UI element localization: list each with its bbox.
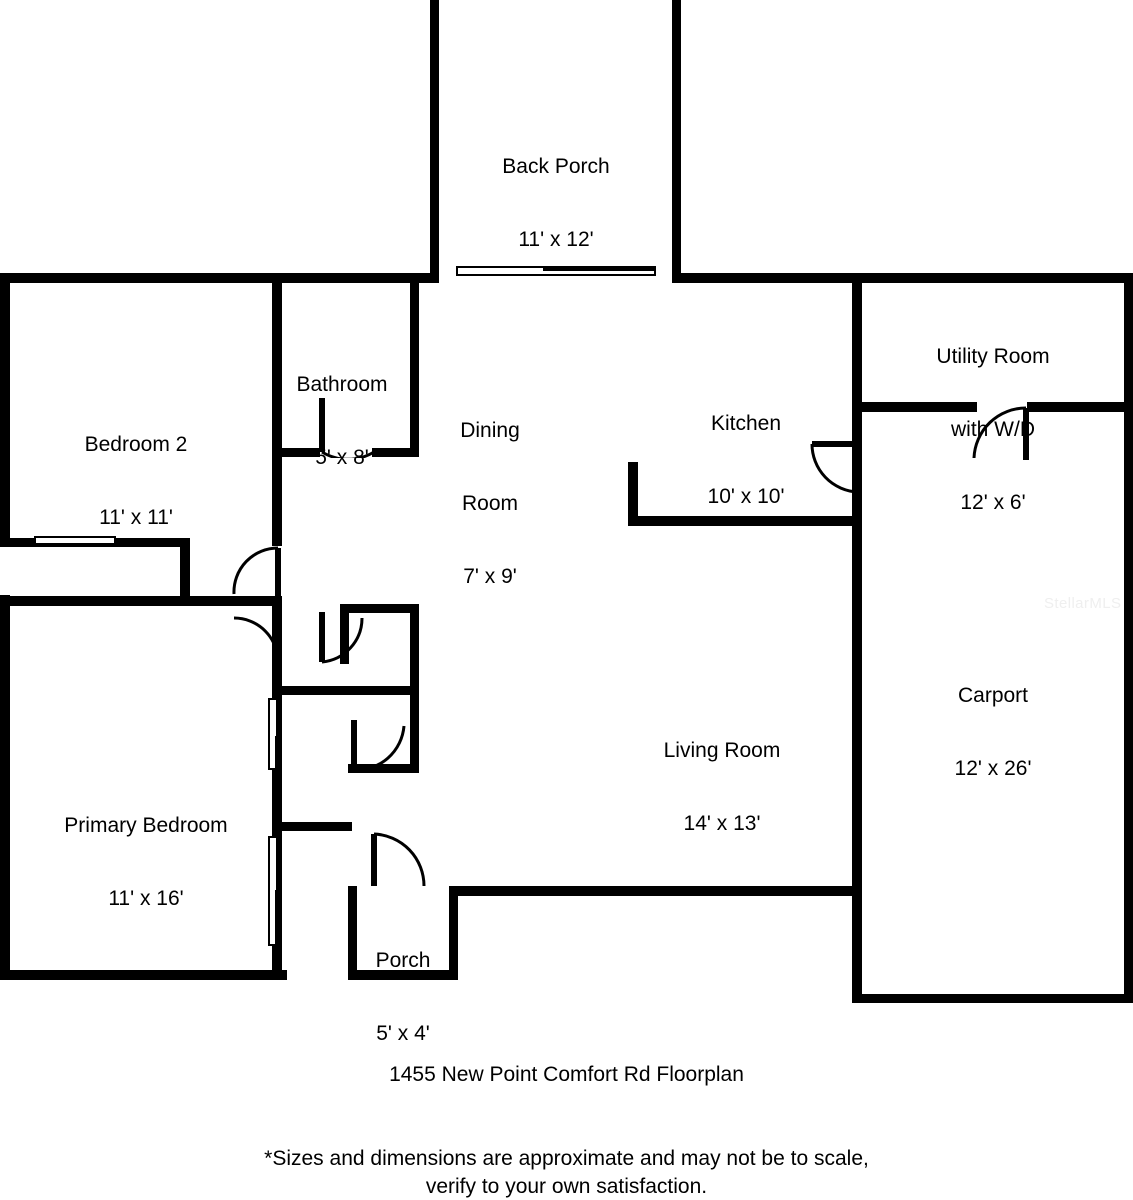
room-label-primary-bedroom — [26, 765, 266, 960]
wall-bathroom-bottom-left — [282, 448, 320, 457]
wall-hall-bath-right — [410, 686, 419, 772]
door-utility-room — [972, 404, 1030, 462]
room-dims-back-porch: 11' x 12' — [518, 227, 594, 251]
wall-exterior-left-upper — [0, 273, 10, 546]
disclaimer-line-2: verify to your own satisfaction. — [425, 1175, 708, 1199]
room-name-primary-bedroom: Primary Bedroom — [64, 813, 228, 837]
wall-porch-left — [348, 886, 357, 978]
room-dims-porch: 5' x 4' — [376, 1021, 430, 1045]
room-name-dining-room: Dining — [460, 418, 520, 442]
wall-back-porch-right — [672, 0, 681, 273]
floorplan-title: 1455 New Point Comfort Rd Floorplan — [389, 1063, 744, 1086]
disclaimer-line-1: *Sizes and dimensions are approximate and may not be to scale, — [264, 1147, 869, 1170]
room-name-porch: Porch — [375, 948, 431, 972]
room-label-kitchen — [656, 363, 836, 558]
room-name-dining-room-2: Room — [461, 491, 519, 515]
room-name-bedroom-2: Bedroom 2 — [84, 432, 188, 456]
wall-exterior-bottom-left — [0, 970, 287, 980]
wall-utility-bottom-left — [852, 402, 977, 412]
room-label-living-room — [612, 690, 832, 885]
wall-bathroom-bottom-right — [372, 448, 419, 457]
wall-exterior-top-left — [0, 273, 439, 283]
wall-carport-bottom — [861, 994, 1133, 1003]
wall-kitchen-peninsula-horiz — [628, 516, 862, 526]
room-label-bedroom-2 — [36, 384, 236, 579]
room-dims-bathroom: 5' x 8' — [315, 445, 369, 469]
wall-linen-closet-bottom — [272, 822, 352, 831]
door-hall-closet — [316, 610, 364, 666]
wall-living-room-bottom — [449, 886, 861, 896]
door-primary-bedroom — [232, 608, 282, 664]
window-bedroom2-left-pane — [36, 543, 116, 546]
wall-carport-left — [852, 273, 862, 1003]
wall-porch-right — [449, 886, 458, 978]
floorplan-disclaimer — [0, 1145, 1133, 1200]
door-front-porch — [370, 832, 428, 890]
room-dims-bedroom-2: 11' x 11' — [99, 505, 173, 529]
wall-linen-closet-top — [272, 686, 419, 695]
room-dims-carport: 12' x 26' — [954, 756, 1032, 780]
window-primary-closet-lower-pane — [275, 890, 278, 946]
wall-back-porch-left — [430, 0, 439, 273]
window-back-porch-slider-pane — [543, 268, 655, 271]
room-dims-kitchen: 10' x 10' — [707, 484, 785, 508]
wall-exterior-left-mid — [0, 595, 10, 980]
room-dims-dining-room: 7' x 9' — [463, 564, 517, 588]
room-name-utility-room-2: with W/D — [951, 417, 1035, 441]
room-label-carport — [888, 635, 1098, 830]
wall-bathroom-right — [410, 273, 419, 456]
room-name-kitchen: Kitchen — [710, 411, 782, 435]
room-name-bathroom: Bathroom — [296, 372, 388, 396]
wall-porch-bottom — [348, 970, 458, 980]
room-name-living-room: Living Room — [663, 738, 781, 762]
wall-carport-right — [1124, 273, 1133, 1003]
door-kitchen-carport — [810, 440, 864, 496]
door-bathroom — [318, 398, 378, 458]
door-hall-lower — [350, 718, 408, 774]
room-name-back-porch: Back Porch — [502, 154, 610, 178]
door-bedroom-2 — [232, 546, 282, 598]
room-dims-living-room: 14' x 13' — [683, 811, 761, 835]
stellarmls-watermark: StellarMLS — [1044, 595, 1122, 612]
wall-utility-bottom-right — [1027, 402, 1124, 412]
room-name-carport: Carport — [957, 683, 1029, 707]
room-dims-primary-bedroom: 11' x 16' — [108, 886, 184, 910]
room-dims-utility-room: 12' x 6' — [960, 490, 1026, 514]
wall-bedroom2-right — [272, 273, 282, 546]
wall-exterior-top-right — [672, 273, 861, 283]
room-name-utility-room: Utility Room — [936, 344, 1050, 368]
window-primary-closet-upper-pane — [275, 736, 278, 770]
room-label-dining-room — [410, 370, 570, 638]
wall-utility-top — [861, 273, 1133, 283]
